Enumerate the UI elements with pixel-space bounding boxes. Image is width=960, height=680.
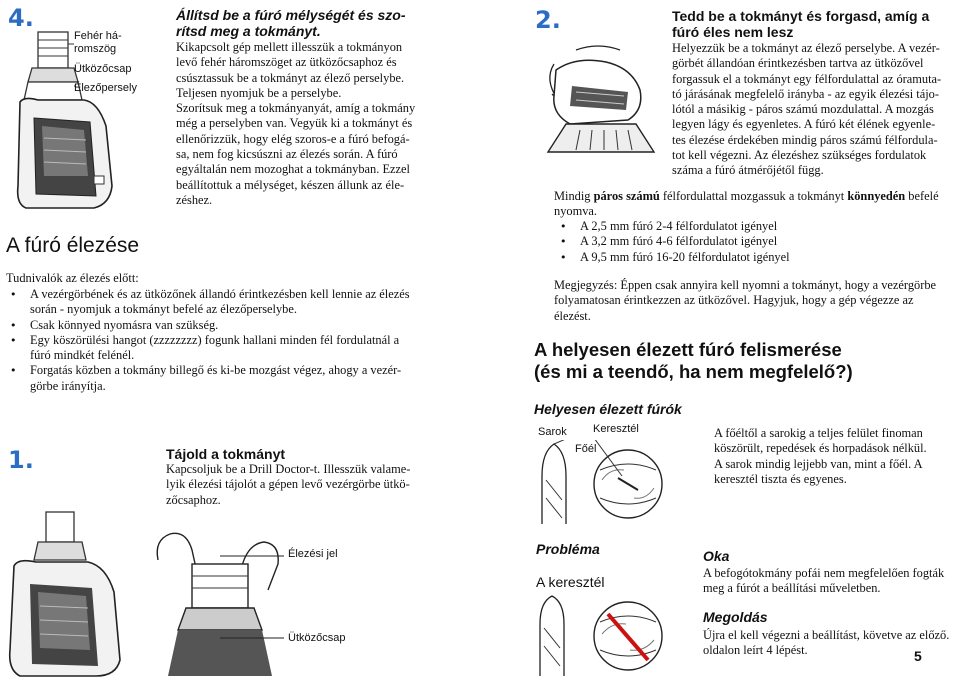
label-white-triangle bbox=[74, 30, 122, 56]
para-line: lyik élezési tájolót a gépen levő vezérgörbe ütkö- bbox=[166, 477, 410, 492]
title-line: Tedd be a tokmányt és forgasd, amíg a bbox=[672, 8, 930, 24]
label-sharpening-mark: Élezési jel bbox=[288, 548, 338, 560]
para-line: Kikapcsolt gép mellett illesszük a tokmányon bbox=[176, 40, 403, 54]
note bbox=[554, 278, 954, 324]
problem-item: A keresztél bbox=[536, 574, 605, 590]
correct-drill-illustration bbox=[538, 440, 688, 524]
para-line: görbét állandóan érintkezésben tartva az ütközővel bbox=[672, 56, 924, 71]
li-line: • Csak könnyed nyomásra van szükség. bbox=[30, 317, 219, 332]
step-4-title bbox=[176, 7, 441, 39]
li-line: • A vezérgörbének és az ütközőnek állandó érintkezésben kell lennie az élezés bbox=[30, 287, 410, 301]
para-line: forgassuk el a tokmányt egy félfordulattal az óramuta- bbox=[672, 71, 942, 86]
para-line: Megjegyzés: Éppen csak annyira kell nyomni a tokmányt, hogy a vezérgörbe bbox=[554, 278, 937, 292]
para-line: egyáltalán nem mozoghat a tokmányban. Ezzel bbox=[176, 162, 410, 177]
para-line: A befogótokmány pofái nem megfelelően fogták bbox=[703, 566, 945, 580]
section-title: A fúró élezése bbox=[6, 234, 140, 257]
title-line: A helyesen élezett fúró felismerése bbox=[534, 339, 842, 360]
label-stop-pin-2: Ütközőcsap bbox=[288, 632, 346, 644]
list-item: • A 3,2 mm fúró 4-6 félfordulatot igényel bbox=[554, 234, 954, 249]
para-line: Kapcsoljuk be a Drill Doctor-t. Illesszük valame- bbox=[166, 462, 411, 476]
problem-illustration bbox=[536, 594, 686, 676]
para-line: még a perselyben van. Vegyük ki a tokmányt és bbox=[176, 116, 413, 131]
step-2-illustration bbox=[536, 40, 666, 156]
always-even-line-2: nyomva. bbox=[554, 204, 598, 218]
para-line: köszörült, repedések és horpadások nélkül. bbox=[714, 441, 927, 456]
para-line: tot kell végezni. Az élezéshez szükséges fordulatok bbox=[672, 148, 927, 163]
label-sharpening-port: Élezőpersely bbox=[74, 82, 137, 94]
li-line: görbe irányítja. bbox=[30, 378, 106, 393]
para-line: száma a fúró átmérőjétől függ. bbox=[672, 163, 824, 178]
step-2-number: 2. bbox=[535, 6, 561, 34]
recognition-title bbox=[534, 339, 853, 383]
para-line: levő fehér háromszöget az ütközőcsaphoz és bbox=[176, 55, 397, 70]
cause-text bbox=[703, 566, 955, 597]
correct-drills-title: Helyesen élezett fúrók bbox=[534, 401, 682, 417]
step-2-title bbox=[672, 8, 952, 40]
para-line: beállítottuk a mélységet, készen állunk az éle- bbox=[176, 177, 405, 192]
always-even-line bbox=[554, 189, 954, 204]
problem-title: Probléma bbox=[536, 541, 600, 557]
para-line: keresztél tiszta és egyenes. bbox=[714, 471, 847, 486]
cause-title: Oka bbox=[703, 548, 730, 564]
page-number: 5 bbox=[914, 648, 922, 664]
correct-description bbox=[714, 426, 954, 487]
step-1-number: 1. bbox=[8, 446, 34, 474]
li-line: • Egy köszörülési hangot (zzzzzzzz) fogunk hallani minden fél fordulatnál a bbox=[30, 332, 400, 347]
intro-text: Tudnivalók az élezés előtt: bbox=[6, 271, 139, 285]
step-1-machine-illustration bbox=[6, 510, 154, 678]
label-chisel-edge: Keresztél bbox=[593, 423, 639, 435]
label-main-edge: Főél bbox=[575, 443, 597, 455]
para-line: zőcsaphoz. bbox=[166, 492, 221, 507]
para-line: tó járásának megfelelő irányba - az egyik élezési tájo- bbox=[672, 86, 939, 101]
para-line: csúsztassuk be a tokmányt az élező perselybe. bbox=[176, 70, 405, 85]
para-line: A főéltől a sarokig a teljes felület finoman bbox=[714, 426, 923, 440]
para-line: oldalon leírt 4 lépést. bbox=[703, 643, 808, 658]
li-line: során - nyomjuk a tokmányt befelé az élezőperselybe. bbox=[30, 302, 297, 317]
list-item: • A 9,5 mm fúró 16-20 félfordulatot igényel bbox=[554, 250, 954, 265]
text-run: Mindig bbox=[554, 189, 594, 203]
half-turn-list bbox=[554, 219, 954, 265]
para-line: tes élezése érdekében mindig páros számú félfordula- bbox=[672, 132, 938, 147]
text-run: befelé bbox=[905, 189, 939, 203]
list-item bbox=[4, 318, 444, 333]
text-run-bold: könnyedén bbox=[847, 189, 906, 203]
tips-list bbox=[4, 287, 444, 394]
para-line: sa, nem fog kicsúszni az élezés során. A fúró bbox=[176, 147, 398, 162]
title-line: fúró éles nem lesz bbox=[672, 24, 794, 40]
para-line: Újra el kell végezni a beállítást, követve az előző. bbox=[703, 628, 950, 642]
para-line: meg a fúrót a beállítási műveletben. bbox=[703, 581, 881, 596]
step-4-number: 4. bbox=[8, 4, 34, 32]
list-item bbox=[4, 333, 444, 364]
text-run: félfordulattal mozgassuk a tokmányt bbox=[659, 189, 848, 203]
step-1-detail-illustration bbox=[152, 520, 288, 678]
step-1-title: Tájold a tokmányt bbox=[166, 446, 286, 462]
title-line: (és mi a teendő, ha nem megfelelő?) bbox=[534, 361, 853, 382]
step-1-paragraph bbox=[166, 462, 436, 508]
para-line: Teljesen nyomjuk be a perselybe. bbox=[176, 85, 342, 100]
para-line: zéshez. bbox=[176, 192, 213, 207]
li-line: fúró mindkét felénél. bbox=[30, 348, 135, 363]
label-line: romszög bbox=[74, 43, 117, 55]
list-item bbox=[4, 287, 444, 318]
para-line: lótól a másikig - páros számú mozdulattal. A mozgás bbox=[672, 102, 934, 117]
list-item: • A 2,5 mm fúró 2-4 félfordulatot igényel bbox=[554, 219, 954, 234]
para-line: folyamatosan érintkezzen az ütközővel. Hagyjuk, hogy a gép végezze az bbox=[554, 293, 914, 308]
text-run-bold: páros számú bbox=[593, 189, 660, 203]
title-line: rítsd meg a tokmányt. bbox=[176, 23, 321, 39]
step-2-paragraph bbox=[672, 41, 956, 179]
para-line: Szorítsuk meg a tokmányanyát, amíg a tokmány bbox=[176, 101, 416, 116]
solution-title: Megoldás bbox=[703, 609, 768, 625]
label-corner: Sarok bbox=[538, 426, 567, 438]
para-line: legyen lágy és egyenletes. A fúró két élének egyenle- bbox=[672, 117, 936, 132]
label-line: Fehér há- bbox=[74, 30, 122, 42]
para-line: A sarok mindig lejjebb van, mint a főél. A bbox=[714, 456, 923, 471]
list-item bbox=[4, 363, 444, 394]
para-line: élezést. bbox=[554, 308, 591, 323]
step-4-paragraph bbox=[176, 40, 446, 208]
title-line: Állítsd be a fúró mélységét és szo- bbox=[176, 7, 406, 23]
para-line: ellenőrizzük, hogy elég szoros-e a fúró befogá- bbox=[176, 131, 410, 146]
label-stop-pin: Ütközőcsap bbox=[74, 63, 132, 75]
li-line: • Forgatás közben a tokmány billegő és ki-be mozgást végez, ahogy a vezér- bbox=[30, 363, 402, 378]
para-line: Helyezzük be a tokmányt az élező perselybe. A vezér- bbox=[672, 41, 940, 55]
